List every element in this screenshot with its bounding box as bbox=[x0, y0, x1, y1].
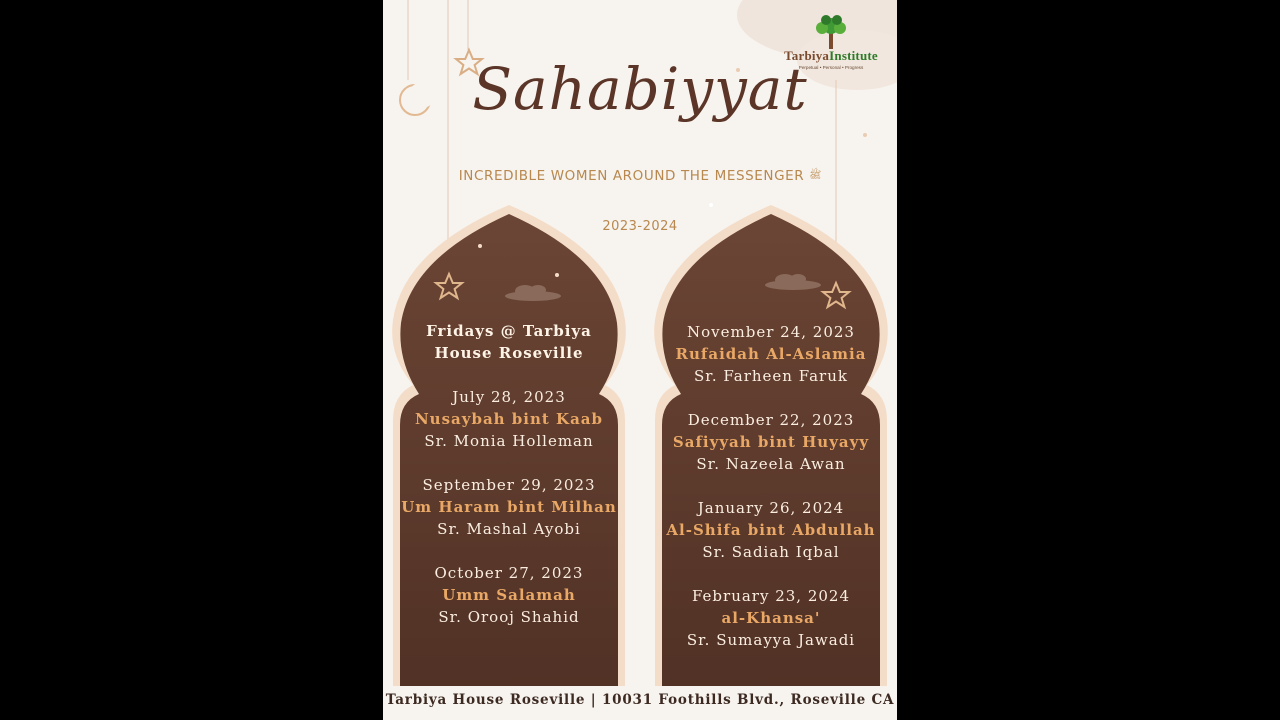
event-date: September 29, 2023 bbox=[422, 476, 596, 494]
event-sahabiyyah: Nusaybah bint Kaab bbox=[414, 410, 604, 428]
event-sahabiyyah: Umm Salamah bbox=[442, 586, 576, 604]
venue-text: Fridays @ Tarbiya House Roseville bbox=[426, 322, 592, 362]
event-speaker: Sr. Farheen Faruk bbox=[694, 367, 848, 385]
poster-year: 2023-2024 bbox=[602, 219, 678, 234]
event-sahabiyyah: Safiyyah bint Huyayy bbox=[672, 433, 870, 451]
event-date: February 23, 2024 bbox=[691, 587, 851, 605]
event-sahabiyyah: Um Haram bint Milhan bbox=[401, 498, 617, 516]
event-item bbox=[662, 585, 880, 651]
event-speaker: Sr. Orooj Shahid bbox=[438, 608, 580, 626]
event-speaker: Sr. Monia Holleman bbox=[424, 432, 594, 450]
event-sahabiyyah: Rufaidah Al-Aslamia bbox=[675, 345, 867, 363]
event-sahabiyyah: Al-Shifa bint Abdullah bbox=[666, 521, 876, 539]
event-item bbox=[662, 409, 880, 475]
event-speaker: Sr. Sumayya Jawadi bbox=[686, 631, 856, 649]
subtitle-honorific: ﷺ bbox=[809, 170, 822, 181]
left-schedule bbox=[400, 320, 618, 628]
event-item bbox=[662, 497, 880, 563]
event-date: November 24, 2023 bbox=[687, 323, 855, 341]
logo-wordmark: TarbiyaInstitute bbox=[784, 48, 878, 63]
poster-subtitle: INCREDIBLE WOMEN AROUND THE MESSENGER ﷺ bbox=[458, 168, 822, 184]
event-speaker: Sr. Mashal Ayobi bbox=[437, 520, 581, 538]
event-item bbox=[662, 321, 880, 387]
tree-icon bbox=[808, 14, 854, 50]
event-date: January 26, 2024 bbox=[697, 499, 845, 517]
event-date: October 27, 2023 bbox=[434, 564, 584, 582]
poster bbox=[383, 0, 897, 720]
event-speaker: Sr. Nazeela Awan bbox=[696, 455, 846, 473]
event-item bbox=[400, 474, 618, 540]
poster-title: Sahabiyyat bbox=[472, 55, 808, 123]
event-sahabiyyah: al-Khansa' bbox=[721, 609, 821, 627]
event-date: December 22, 2023 bbox=[687, 411, 855, 429]
right-schedule bbox=[662, 321, 880, 651]
event-item bbox=[400, 562, 618, 628]
footer-address: Tarbiya House Roseville | 10031 Foothills Blvd., Roseville CA bbox=[383, 686, 897, 720]
event-date: July 28, 2023 bbox=[452, 388, 566, 406]
event-speaker: Sr. Sadiah Iqbal bbox=[702, 543, 840, 561]
event-item bbox=[400, 386, 618, 452]
logo-tagline: Perpetual • Personal • Progress bbox=[798, 65, 864, 70]
